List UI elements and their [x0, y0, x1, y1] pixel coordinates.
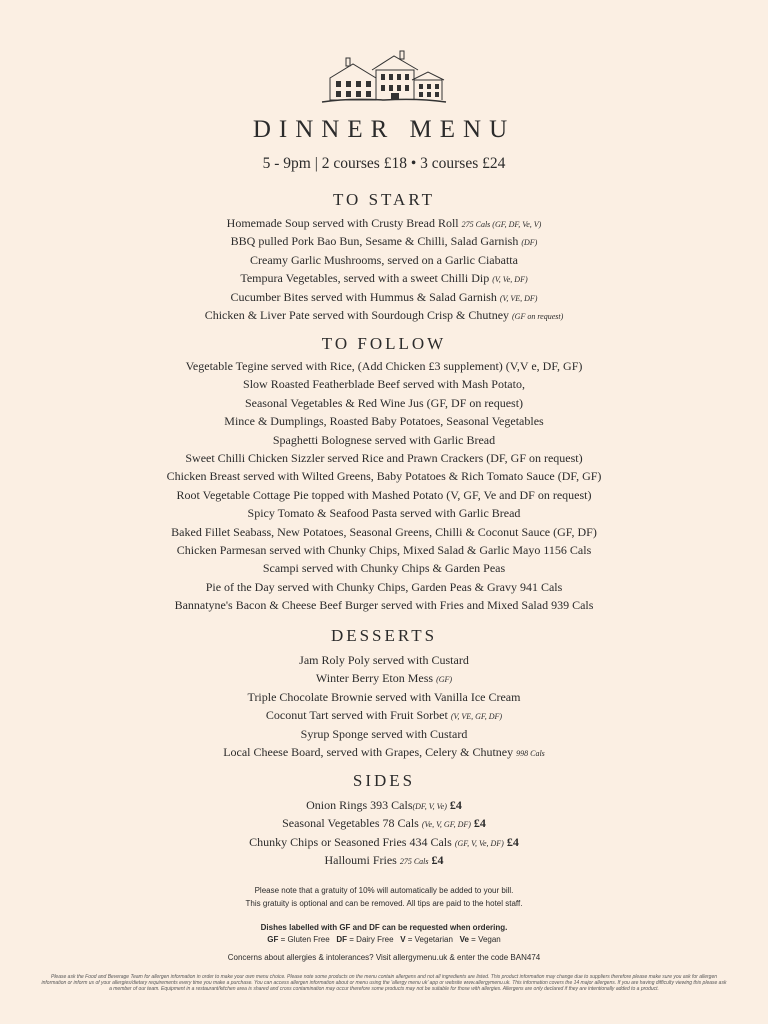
gratuity-notice: Please note that a gratuity of 10% will automatically be added to your bill. This gratuity is optional and can be removed. All tips are paid to the hotel staff.: [245, 886, 523, 908]
item-note: 275 Cals (GF, DF, Ve, V): [461, 220, 542, 229]
item-note: (V, VE, GF, DF): [450, 712, 503, 722]
menu-item: Local Cheese Board, served with Grapes, Celery & Chutney 998 Cals: [223, 744, 545, 759]
menu-item: Baked Fillet Seabass, New Potatoes, Seasonal Greens, Chilli & Coconut Sauce (GF, DF): [171, 524, 597, 539]
starters-heading: TO START: [332, 190, 436, 209]
sides-section: [0, 769, 768, 870]
dietary-legend: [0, 922, 768, 946]
menu-item: Bannatyne's Bacon & Cheese Beef Burger served with Fries and Mixed Salad 939 Cals: [174, 598, 594, 613]
item-note: (GF on request): [512, 311, 564, 321]
item-price: £4: [431, 853, 444, 868]
menu-title: DINNER MENU: [252, 116, 516, 143]
desserts-section: [0, 624, 768, 761]
starters-section: [0, 188, 768, 324]
mains-section: [0, 332, 768, 614]
menu-item: Chunky Chips or Seasoned Fries 434 Cals (GF, V, Ve, DF) £4: [249, 834, 519, 849]
item-note: (V, Ve, DF): [492, 275, 528, 285]
item-note: (GF): [436, 675, 453, 685]
menu-item: Pie of the Day served with Chunky Chips, Garden Peas & Gravy 941 Cals: [205, 579, 563, 594]
menu-subtitle: 5 - 9pm | 2 courses £18 • 3 courses £24: [262, 155, 506, 172]
menu-item: Spaghetti Bolognese served with Garlic Bread: [272, 432, 496, 447]
item-note: (GF, V, Ve, DF): [454, 838, 504, 848]
item-note: (DF, V, Ve): [412, 802, 447, 811]
menu-item: Sweet Chilli Chicken Sizzler served Rice and Prawn Crackers (DF, GF on request): [185, 450, 583, 465]
menu-item: Jam Roly Poly served with Custard: [299, 653, 469, 667]
menu-item: Mince & Dumplings, Roasted Baby Potatoes, Seasonal Vegetables: [224, 414, 544, 429]
menu-item: Triple Chocolate Brownie served with Vanilla Ice Cream: [247, 689, 521, 704]
dietary-heading: Dishes labelled with GF and DF can be requested when ordering.: [260, 923, 508, 932]
item-note: 998 Cals: [516, 748, 545, 758]
menu-item: Cucumber Bites served with Hummus & Salad Garnish (V, VE, DF): [230, 289, 538, 304]
menu-item: Syrup Sponge served with Custard: [300, 726, 468, 741]
menu-item: Slow Roasted Featherblade Beef served with Mash Potato,: [243, 377, 525, 392]
menu-item: Coconut Tart served with Fruit Sorbet (V, VE, GF, DF): [265, 708, 503, 723]
menu-item: BBQ pulled Pork Bao Bun, Sesame & Chilli, Salad Garnish (DF): [230, 234, 538, 249]
menu-item: Tempura Vegetables, served with a sweet Chilli Dip (V, Ve, DF): [240, 271, 528, 286]
mains-heading: TO FOLLOW: [321, 334, 447, 353]
menu-item: Homemade Soup served with Crusty Bread Roll 275 Cals (GF, DF, Ve, V): [226, 216, 542, 230]
item-price: £4: [473, 816, 486, 831]
menu-item: Root Vegetable Cottage Pie topped with Mashed Potato (V, GF, Ve and DF on request): [176, 487, 592, 502]
menu-item: Chicken Breast served with Wilted Greens, Baby Potatoes & Rich Tomato Sauce (DF, GF): [166, 469, 602, 484]
item-note: (Ve, V, GF, DF): [421, 820, 471, 830]
sides-heading: SIDES: [352, 771, 416, 790]
menu-item: Chicken Parmesan served with Chunky Chips, Mixed Salad & Garlic Mayo 1156 Cals: [176, 542, 592, 557]
menu-item: Vegetable Tegine served with Rice, (Add Chicken £3 supplement) (V,V e, DF, GF): [185, 359, 583, 373]
menu-item: Creamy Garlic Mushrooms, served on a Garlic Ciabatta: [250, 252, 518, 267]
menu-item: Halloumi Fries 275 Cals £4: [324, 853, 444, 868]
item-note: (V, VE, DF): [499, 293, 538, 303]
desserts-heading: DESSERTS: [330, 626, 438, 645]
allergy-info-link: Concerns about allergies & intolerances? Visit allergymenu.uk & enter the code BAN474: [227, 953, 541, 962]
menu-item: Scampi served with Chunky Chips & Garden Peas: [262, 561, 506, 576]
menu-item: Spicy Tomato & Seafood Pasta served with Garlic Bread: [247, 506, 521, 521]
menu-item: Seasonal Vegetables 78 Cals (Ve, V, GF, DF) £4: [282, 816, 486, 831]
item-note: 275 Cals: [399, 857, 429, 867]
hotel-building-logo: [318, 48, 450, 106]
item-note: (DF): [521, 238, 538, 248]
menu-item: Chicken & Liver Pate served with Sourdough Crisp & Chutney (GF on request): [204, 307, 564, 322]
menu-item: Winter Berry Eton Mess (GF): [315, 671, 453, 686]
dietary-codes: GF = Gluten Free DF = Dairy Free V = Vegetarian Ve = Vegan: [267, 935, 501, 944]
item-price: £4: [506, 834, 519, 849]
menu-item: Onion Rings 393 Cals(DF, V, Ve) £4: [306, 798, 462, 812]
item-price: £4: [449, 798, 462, 812]
menu-item: Seasonal Vegetables & Red Wine Jus (GF, DF on request): [244, 395, 524, 410]
allergen-fineprint: Please ask the Food and Beverage Team for allergen information in order to make your own menu choice. Please note some products on the menu contain allergens and not all ingredients are listed. This product information may change due to suppliers therefore please make sure you ask for allergen information or inform us of your allergies/dietary requirements every time you make a purchase. You can access allergen information about or menu using the 'allergy menu uk' app or website www.allergymenu.uk. This information covers the 14 major allergens. If you are having difficulty viewing this please ask a member of our team. Equipment in a restaurant/kitchen area is shared and cross contamination may occur therefore some products may not be suitable for those with allergies. Allergens are only declared if they are intentionally added to a product.: [41, 974, 727, 992]
